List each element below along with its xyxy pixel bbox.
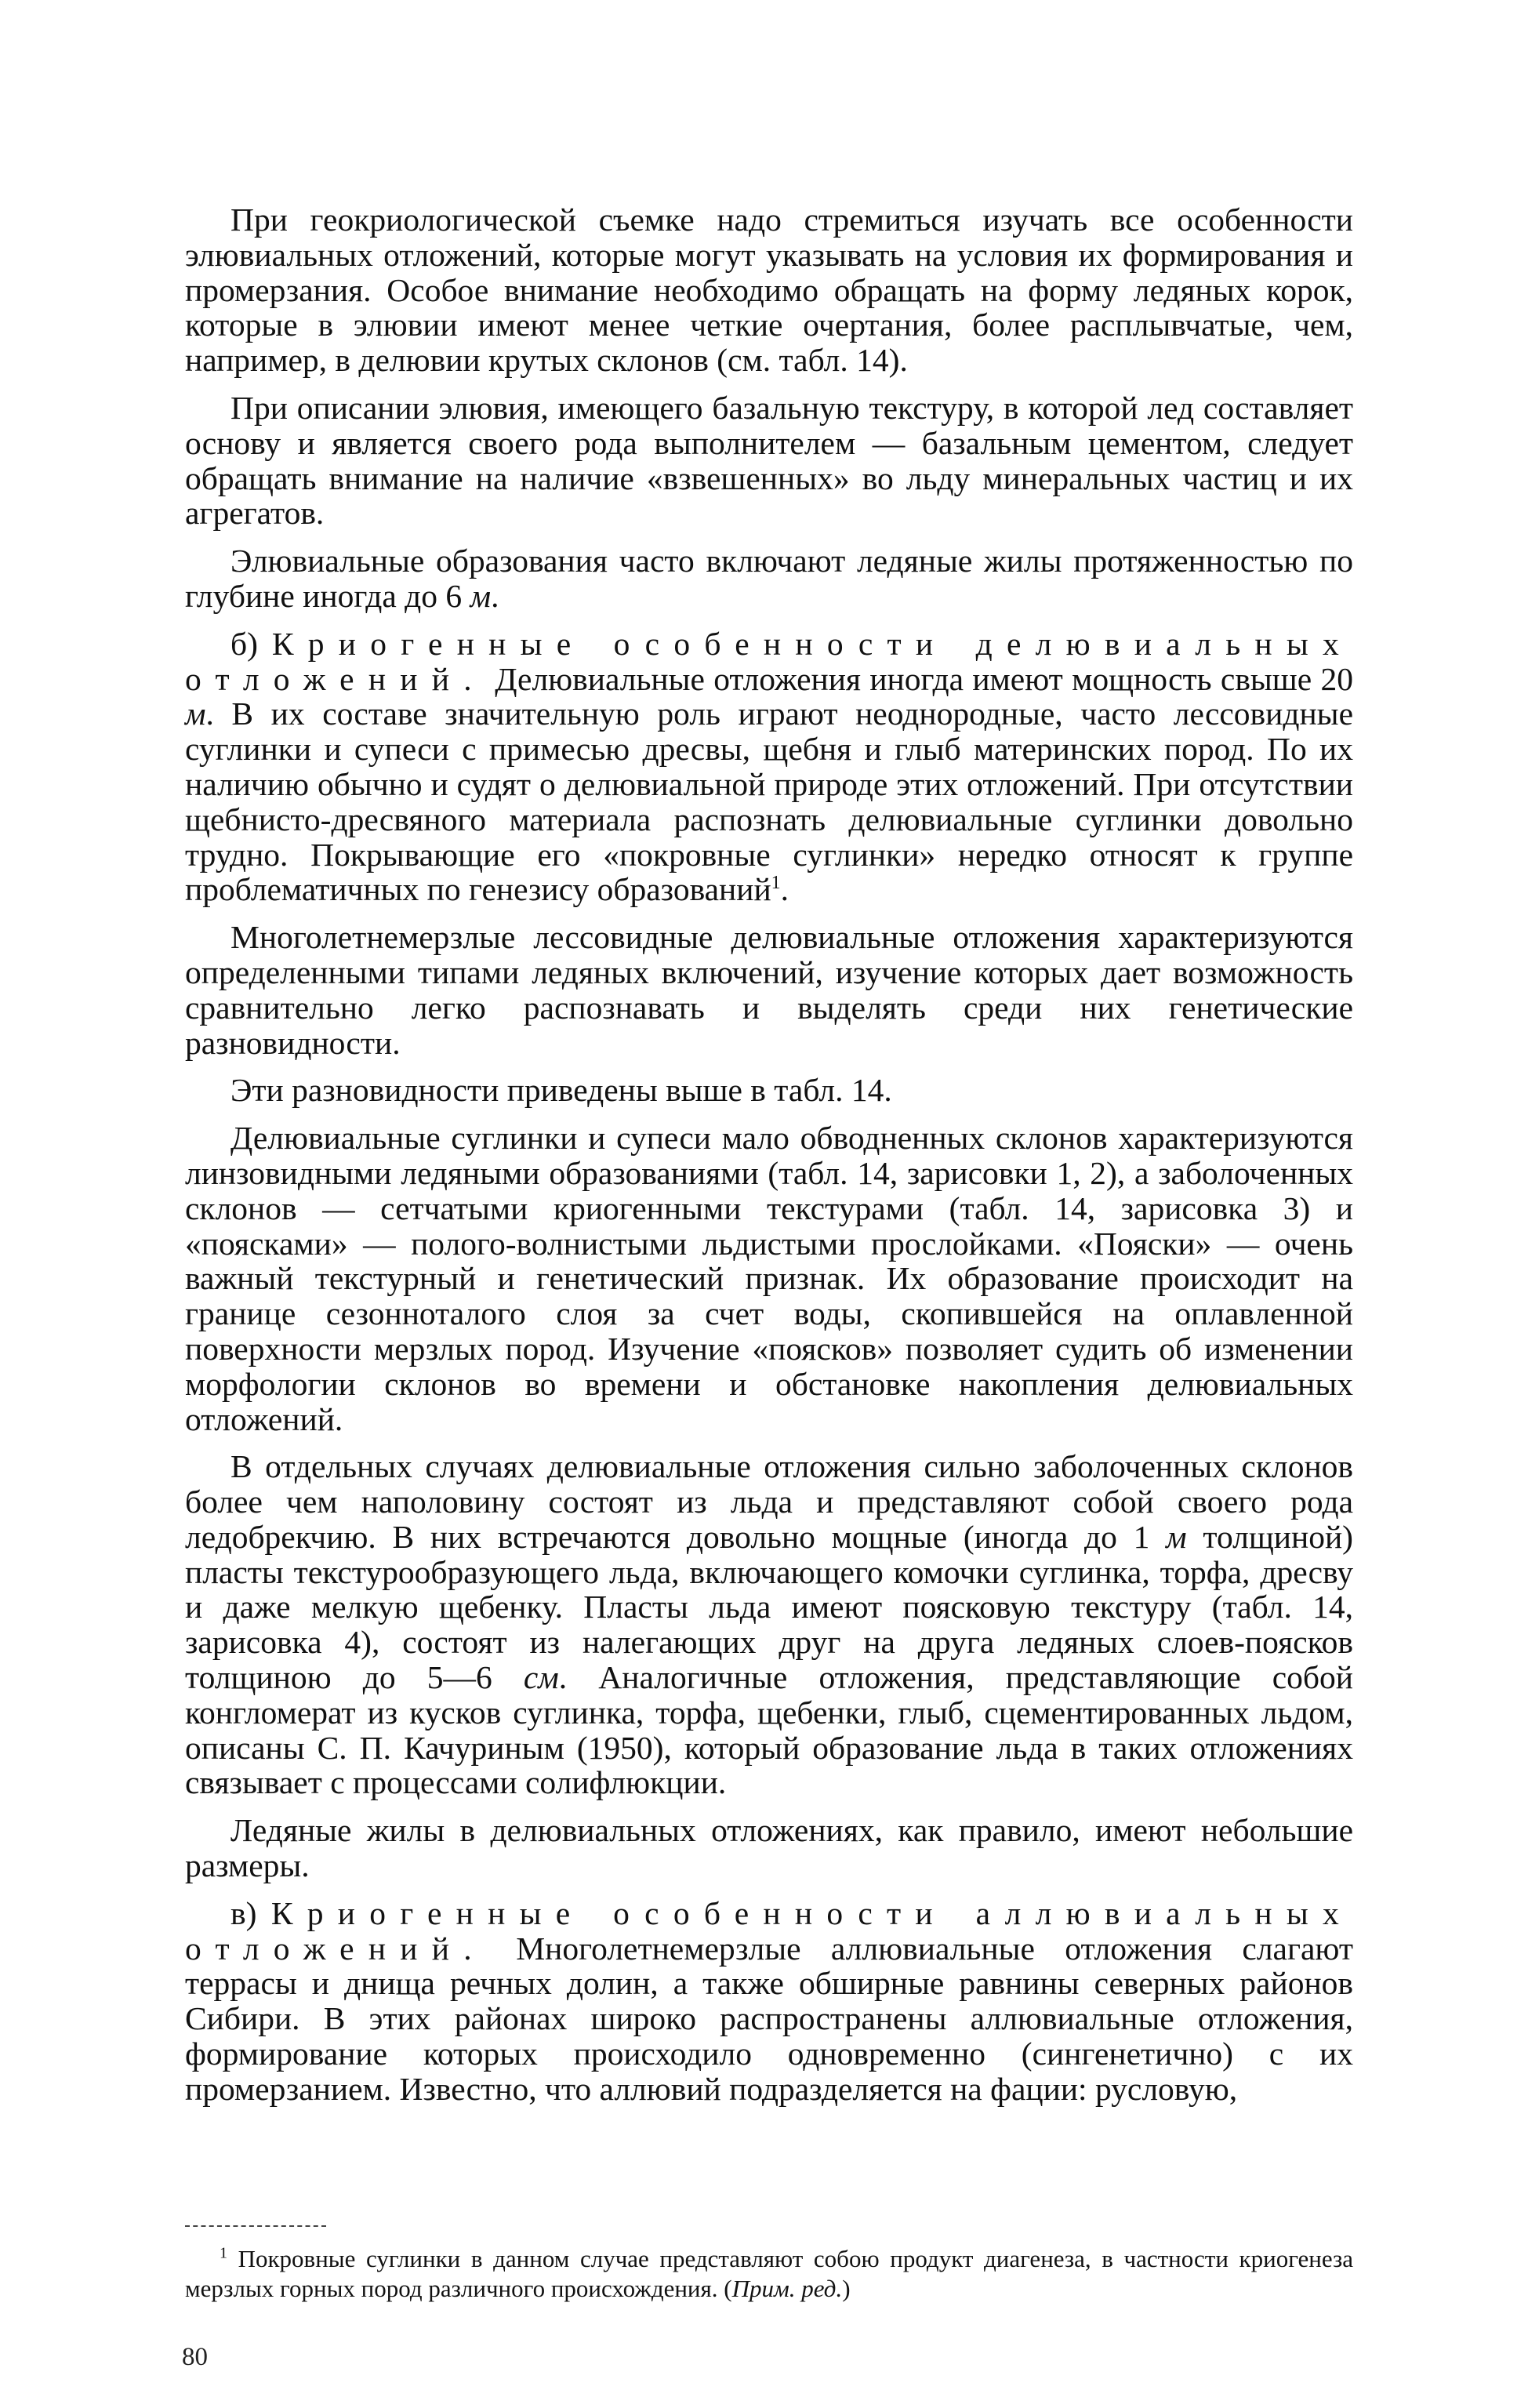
p3-end: . (491, 577, 499, 614)
section-c-marker: в) (230, 1894, 271, 1931)
section-c-heading: Криогенные особенности аллювиальных отложений. (185, 1894, 1376, 1967)
page-number: 80 (182, 2343, 208, 2371)
paragraph-7: Делювиальные суглинки и супеси мало обводненных склонов характеризуются линзовидными ледяными образованиями (табл. 14, зарисовки 1, 2), а заболоченных склонов — сетчатыми криогенными текстурами (табл. 14, зарисовка 3) и «поясками» — полого-волнистыми льдистыми прослойками. «Пояски» — очень важный текстурный и генетический признак. Их образование происходит на границе сезонноталого слоя за счет воды, скопившейся на оплавленной поверхности мерзлых пород. Изучение «поясков» позволяет судить об изменении морфологии склонов во времени и обстановке накопления делювиальных отложений. (185, 1120, 1362, 1437)
paragraph-1: При геокриологической съемке надо стремиться изучать все особенности элювиальных отложений, которые могут указывать на условия их формирования и промерзания. Особое внимание необходимо обращать на форму ледяных корок, которые в элювии имеют менее четкие очертания, более расплывчатые, чем, например, в делювии крутых склонов (см. табл. 14). (185, 202, 1362, 379)
paragraph-2: При описании элювия, имеющего базальную текстуру, в которой лед составляет основу и является своего рода выполнителем — базальным цементом, следует обращать внимание на наличие «взвешенных» во льду минеральных частиц и их агрегатов. (185, 389, 1362, 532)
footnote (185, 2244, 1353, 2304)
p4-text: Делювиальные отложения иногда имеют мощность свыше 20 (485, 660, 1362, 697)
p3-text: Элювиальные образования часто включают ледяные жилы протяженностью по глубине иногда до 6 (185, 543, 1362, 614)
body-text (185, 202, 1376, 2107)
paragraph-5: Многолетнемерзлые лессовидные делювиальные отложения характеризуются определенными типами ледяных включений, изучение которых дает возможность сравнительно легко распознавать и выделять среди них генетические разновидности. (185, 919, 1362, 1061)
footnote-text: Покровные суглинки в данном случае представляют собою продукт диагенеза, в частности криогенеза мерзлых горных пород различного происхождения. ( (185, 2245, 1353, 2302)
footnote-number: 1 (220, 2244, 227, 2262)
paragraph-9: Ледяные жилы в делювиальных отложениях, как правило, имеют небольшие размеры. (185, 1812, 1362, 1884)
p4-text2: . В их составе значительную роль играют неоднородные, часто лессовидные суглинки и супеси с примесью дресвы, щебня и глыб материнских пород. По их наличию обычно и судят о делювиальной природе этих отложений. При отсутствии щебнисто-дресвяного материала распознать делювиальные суглинки довольно трудно. Покрывающие его «покровные суглинки» нередко относят к группе проблематичных по генезису образований (185, 696, 1362, 908)
p8-unit1: м (1166, 1518, 1187, 1555)
paragraph-6: Эти разновидности приведены выше в табл. 14. (230, 1072, 892, 1109)
paragraph-3 (185, 543, 1362, 614)
footnote-divider (185, 2225, 326, 2227)
p8-a: В отдельных случаях делювиальные отложения сильно заболоченных склонов более чем наполовину состоят из льда и представляют собой своего рода ледобрекчию. В них встречаются довольно мощные (иногда до 1 (185, 1448, 1362, 1555)
footnote-reference[interactable]: 1 (771, 873, 781, 894)
p10-text: Многолетнемерзлые аллювиальные отложения слагают террасы и днища речных долин, а также обширные равнины северных районов Сибири. В этих районах широко распространены аллювиальные отложения, формирование которых происходило одновременно (сингенетично) с их промерзанием. Известно, что аллювий подразделяется на фации: русловую, (185, 1930, 1362, 2107)
paragraph-10 (185, 1894, 1376, 2107)
p8-unit2: см (523, 1659, 559, 1696)
paragraph-4 (185, 625, 1376, 908)
p3-unit: м (470, 577, 492, 614)
section-b-heading: Криогенные особенности делювиальных отложений. (185, 625, 1376, 697)
section-b-marker: б) (230, 625, 272, 662)
p8-b: толщиной) пласты текстурообразующего льда, включающего комочки суглинка, торфа, дресву и даже мелкую щебенку. Пласты льда имеют поясковую текстуру (табл. 14, зарисовка 4), состоят из налегающих друг на друга ледяных слоев-поясков толщиною до 5—6 (185, 1518, 1362, 1696)
p4-unit: м (185, 696, 206, 732)
footnote-end: ) (842, 2275, 851, 2302)
paragraph-8 (185, 1448, 1362, 1801)
p8-c: . Аналогичные отложения, представляющие собой конгломерат из кусков суглинка, торфа, щебенки, глыб, сцементированных льдом, описаны С. П. Качуриным (1950), который образование льда в таких отложениях связывает с процессами солифлюкции. (185, 1659, 1362, 1801)
p4-end: . (780, 871, 789, 908)
footnote-editor-note: Прим. ред. (731, 2275, 843, 2302)
